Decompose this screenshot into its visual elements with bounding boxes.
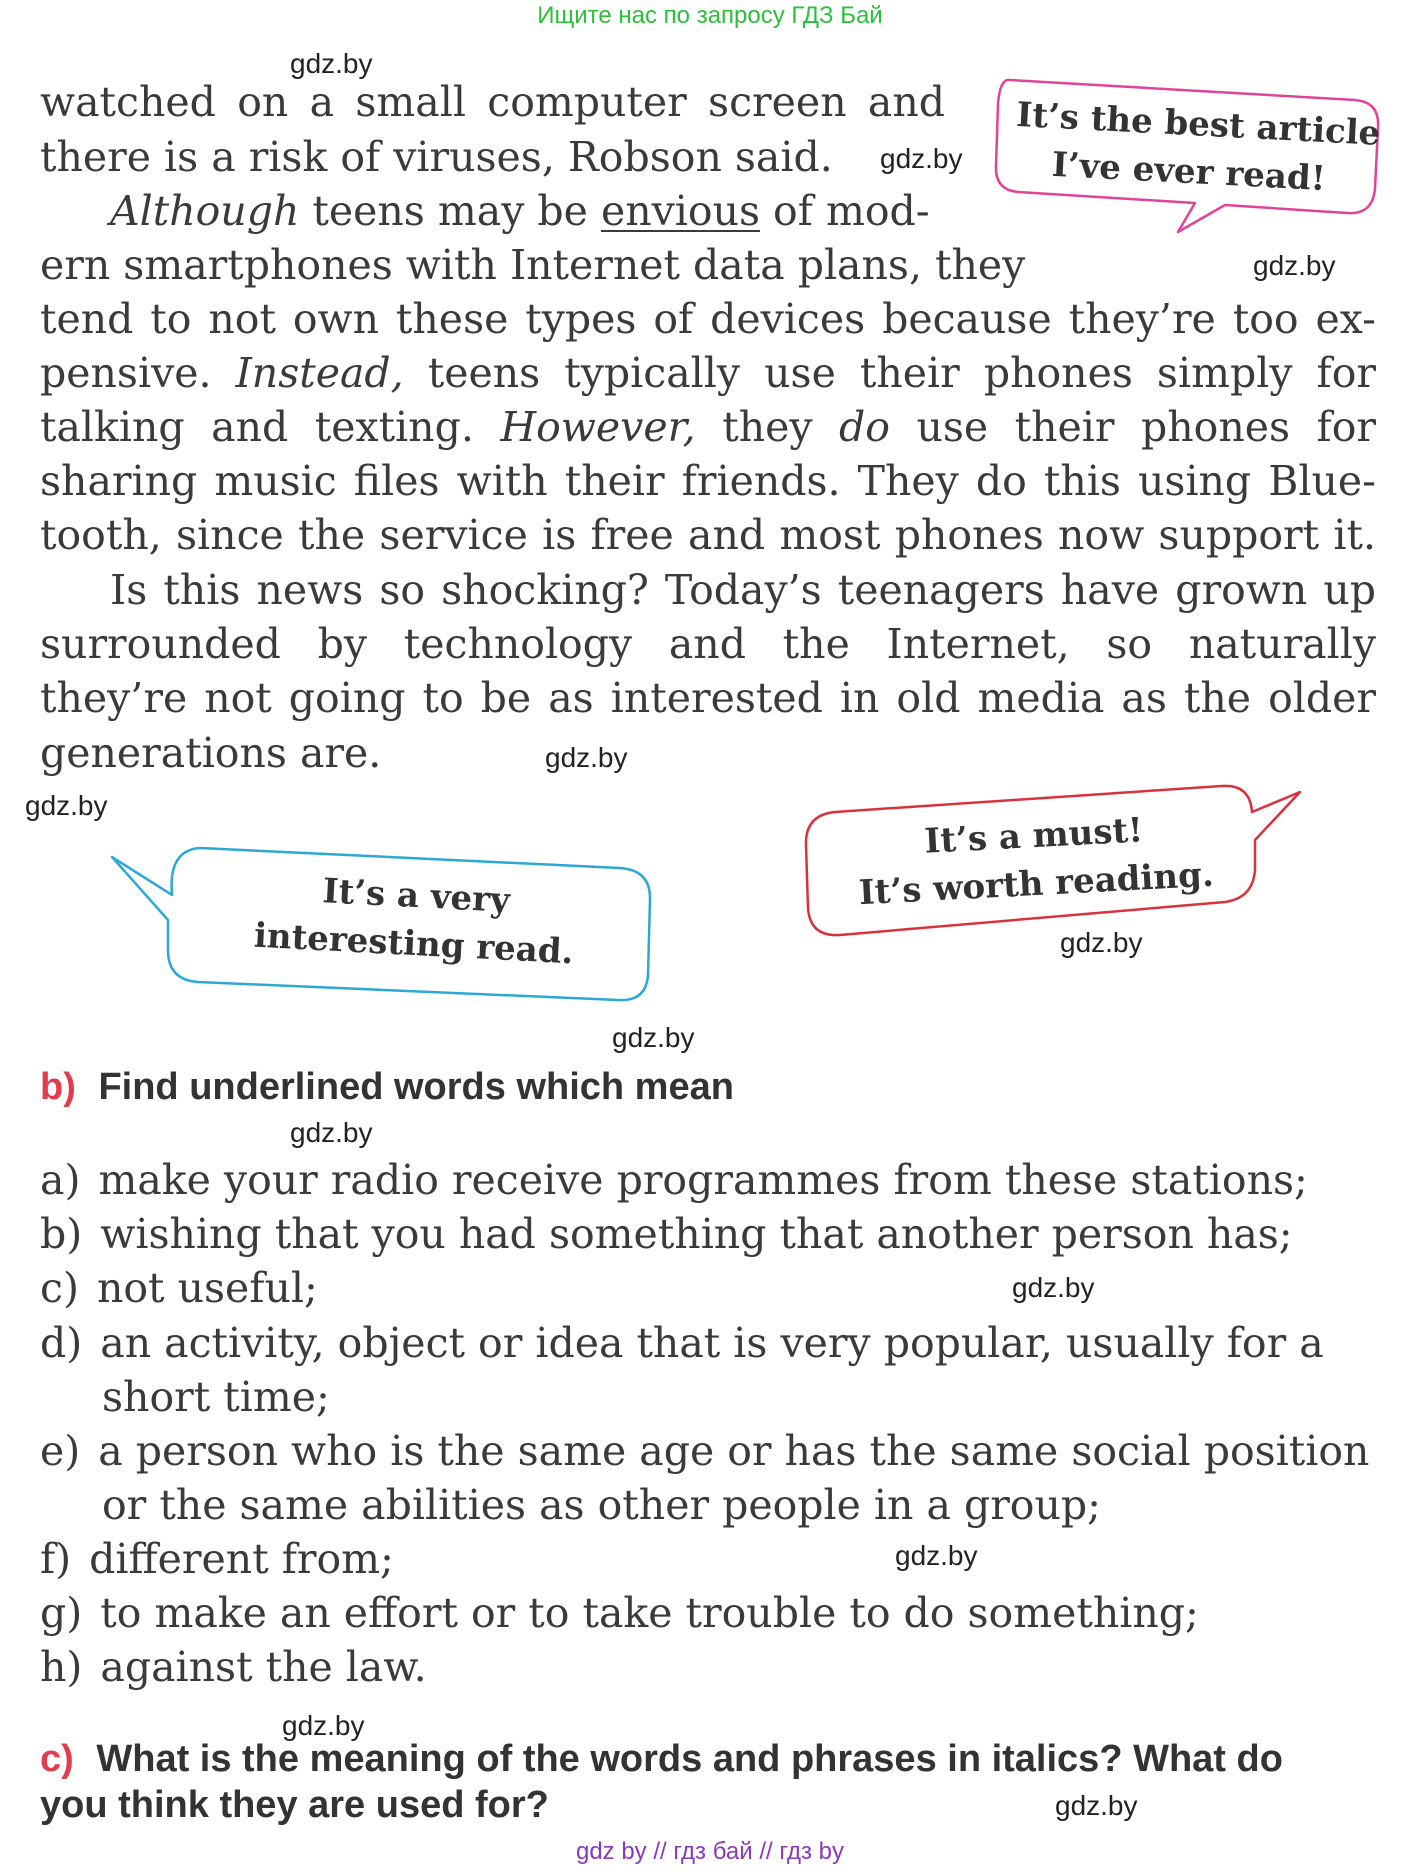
article-line: there is a risk of viruses, Robson said.: [40, 133, 833, 181]
list-item-letter: g): [40, 1589, 83, 1637]
pink-bubble: [1013, 91, 1382, 205]
text-run: teens may be: [299, 187, 601, 235]
task-b-label: b): [40, 1066, 76, 1108]
text-run: use their phones for: [889, 403, 1376, 451]
list-item-text: different from;: [89, 1535, 394, 1583]
task-c-line: you think they are used for?: [40, 1784, 549, 1826]
list-item: [40, 1640, 427, 1694]
watermark: gdz.by: [290, 48, 373, 79]
watermark: gdz.by: [1253, 250, 1336, 281]
underlined-word: envious: [600, 187, 761, 235]
task-b-title: Find underlined words which mean: [98, 1066, 734, 1108]
list-item: [40, 1532, 394, 1586]
list-item: [40, 1424, 1369, 1478]
list-item: [40, 1316, 1324, 1370]
list-item-letter: c): [40, 1264, 79, 1312]
article-line: tooth, since the service is free and most phones now support it.: [40, 511, 1376, 559]
list-item-letter: h): [40, 1643, 83, 1691]
article-line: they’re not going to be as interested in old media as the older: [40, 674, 1376, 722]
list-item-continuation: short time;: [102, 1373, 330, 1421]
bubble-line: It’s a must!: [923, 810, 1145, 862]
list-item-letter: a): [40, 1156, 81, 1204]
list-item-letter: e): [40, 1427, 81, 1475]
list-item: [40, 1207, 1293, 1261]
top-banner[interactable]: Ищите нас по запросу ГДЗ Бай: [537, 2, 883, 29]
text-run: pensive.: [40, 349, 236, 397]
task-c-line: What is the meaning of the words and phrases in italics? What do: [96, 1738, 1283, 1780]
article-line: Is this news so shocking? Today’s teenagers have grown up: [110, 566, 1376, 614]
task-b-heading: [40, 1066, 734, 1109]
watermark: gdz.by: [1060, 927, 1143, 958]
text-run: of mod-: [760, 187, 930, 235]
bubble-line: It’s the best article: [1015, 94, 1382, 154]
task-c-heading: [40, 1738, 1283, 1781]
task-c-label: c): [40, 1738, 74, 1780]
watermark: gdz.by: [1055, 1790, 1138, 1821]
watermark: gdz.by: [545, 742, 628, 773]
article-line: tend to not own these types of devices because they’re too ex-: [40, 295, 1376, 343]
text-run: they: [695, 403, 840, 451]
list-item-continuation: or the same abilities as other people in a group;: [102, 1481, 1101, 1529]
list-item-text: against the law.: [100, 1643, 427, 1691]
italic-word: Instead,: [235, 349, 404, 397]
italic-word: do: [839, 403, 890, 451]
watermark: gdz.by: [25, 790, 108, 821]
footer-links[interactable]: gdz by // гдз бай // гдз by: [575, 1838, 845, 1865]
text-run: talking and texting.: [40, 403, 501, 451]
list-item-text: a person who is the same age or has the same social position: [98, 1427, 1370, 1475]
article-line: generations are.: [40, 729, 382, 777]
italic-word: However,: [500, 403, 696, 451]
watermark: gdz.by: [1012, 1272, 1095, 1303]
watermark: gdz.by: [290, 1117, 373, 1148]
bubble-line: It’s worth reading.: [857, 854, 1215, 914]
watermark: gdz.by: [612, 1022, 695, 1053]
list-item-letter: b): [40, 1210, 83, 1258]
article-line: ern smartphones with Internet data plans, they: [40, 241, 1026, 289]
bubble-line: interesting read.: [253, 915, 575, 973]
watermark: gdz.by: [282, 1710, 365, 1741]
list-item: [40, 1261, 318, 1315]
article-line: watched on a small computer screen and: [40, 78, 945, 126]
list-item-text: an activity, object or idea that is very popular, usually for a: [100, 1319, 1324, 1367]
list-item: [40, 1153, 1308, 1207]
watermark: gdz.by: [895, 1540, 978, 1571]
article-line: surrounded by technology and the Internet, so naturally: [40, 620, 1376, 668]
article-line: sharing music files with their friends. They do this using Blue-: [40, 457, 1376, 505]
text-run: teens typically use their phones simply for: [403, 349, 1377, 397]
list-item-text: not useful;: [96, 1264, 318, 1312]
list-item-text: to make an effort or to take trouble to do something;: [100, 1589, 1199, 1637]
list-item: [40, 1586, 1199, 1640]
bubble-line: It’s a very: [321, 871, 511, 921]
bubble-line: I’ve ever read!: [1050, 144, 1327, 200]
list-item-letter: d): [40, 1319, 83, 1367]
list-item-text: make your radio receive programmes from these stations;: [98, 1156, 1308, 1204]
list-item-letter: f): [40, 1535, 72, 1583]
italic-word: Although: [110, 187, 300, 235]
list-item-text: wishing that you had something that another person has;: [100, 1210, 1293, 1258]
watermark: gdz.by: [880, 143, 963, 174]
